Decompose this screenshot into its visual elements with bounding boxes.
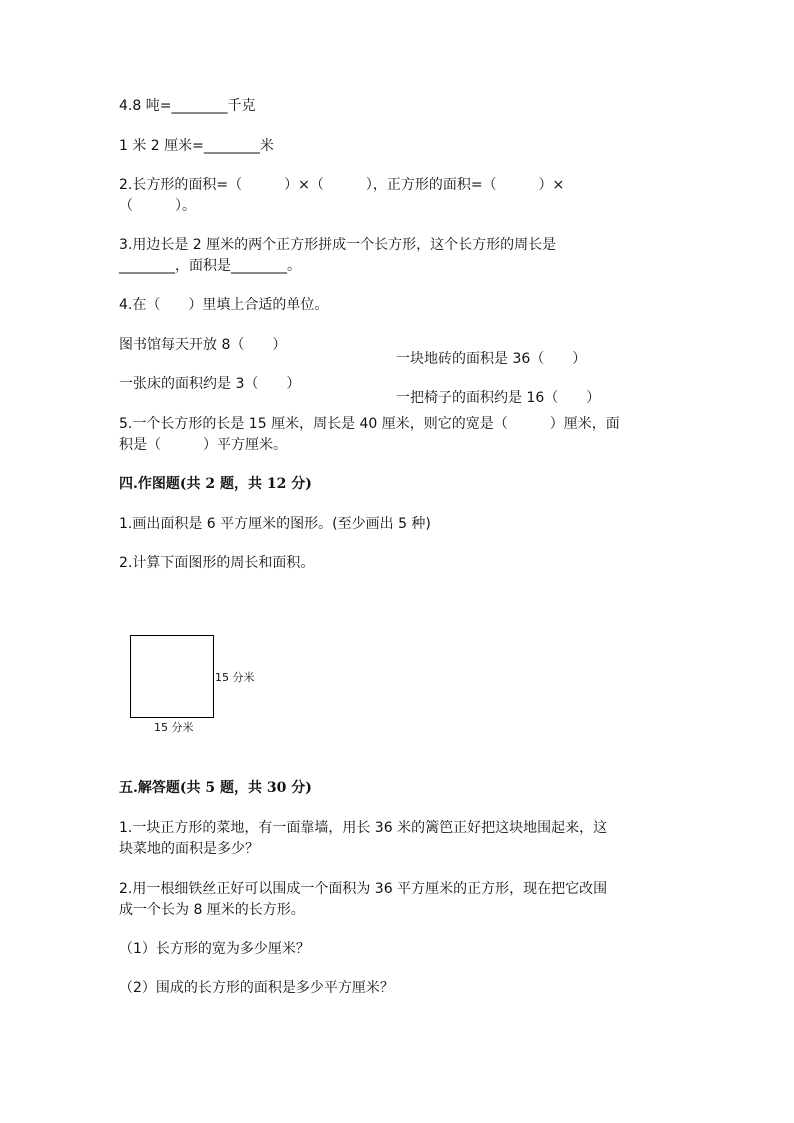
question-2-line-1: 2.长方形的面积=（ ）×（ ），正方形的面积=（ ）× <box>119 177 565 193</box>
section-5-sub-question-1: （1）长方形的宽为多少厘米？ <box>119 941 310 957</box>
square-bottom-label: 15 分米 <box>154 721 194 734</box>
section-5-sub-question-2: （2）围成的长方形的面积是多少平方厘米？ <box>119 980 394 996</box>
question-4-item-2: 一块地砖的面积是 36（ ） <box>396 351 587 367</box>
question-5-line-1: 5.一个长方形的长是 15 厘米，周长是 40 厘米，则它的宽是（ ）厘米，面 <box>119 416 620 432</box>
square-side-label: 15 分米 <box>215 671 255 684</box>
question-4-item-3: 一张床的面积约是 3（ ） <box>119 376 301 392</box>
question-ton-to-kg: 4.8 吨=________千克 <box>119 98 256 114</box>
section-5-question-2-line-1: 2.用一根细铁丝正好可以围成一个面积为 36 平方厘米的正方形，现在把它改围 <box>119 881 608 897</box>
section-5-heading: 五.解答题(共 5 题，共 30 分) <box>119 780 312 796</box>
question-2-line-2: （ ）。 <box>119 198 196 214</box>
section-4-question-2: 2.计算下面图形的周长和面积。 <box>119 555 315 571</box>
question-5-line-2: 积是（ ）平方厘米。 <box>119 437 287 453</box>
question-3-line-2: ________，面积是________。 <box>119 258 301 274</box>
square-shape <box>130 635 214 718</box>
section-5-question-1-line-2: 块菜地的面积是多少？ <box>119 841 259 857</box>
question-4-item-1: 图书馆每天开放 8（ ） <box>119 337 287 353</box>
section-5-question-2-line-2: 成一个长为 8 厘米的长方形。 <box>119 902 305 918</box>
section-5-question-1-line-1: 1.一块正方形的菜地，有一面靠墙，用长 36 米的篱笆正好把这块地围起来，这 <box>119 820 608 836</box>
question-3-line-1: 3.用边长是 2 厘米的两个正方形拼成一个长方形，这个长方形的周长是 <box>119 237 557 253</box>
section-4-heading: 四.作图题(共 2 题，共 12 分) <box>119 476 312 492</box>
section-4-question-1: 1.画出面积是 6 平方厘米的图形。(至少画出 5 种) <box>119 516 431 532</box>
question-meter-conversion: 1 米 2 厘米=________米 <box>119 138 274 154</box>
question-4-item-4: 一把椅子的面积约是 16（ ） <box>396 390 601 406</box>
question-4-title: 4.在（ ）里填上合适的单位。 <box>119 297 329 313</box>
